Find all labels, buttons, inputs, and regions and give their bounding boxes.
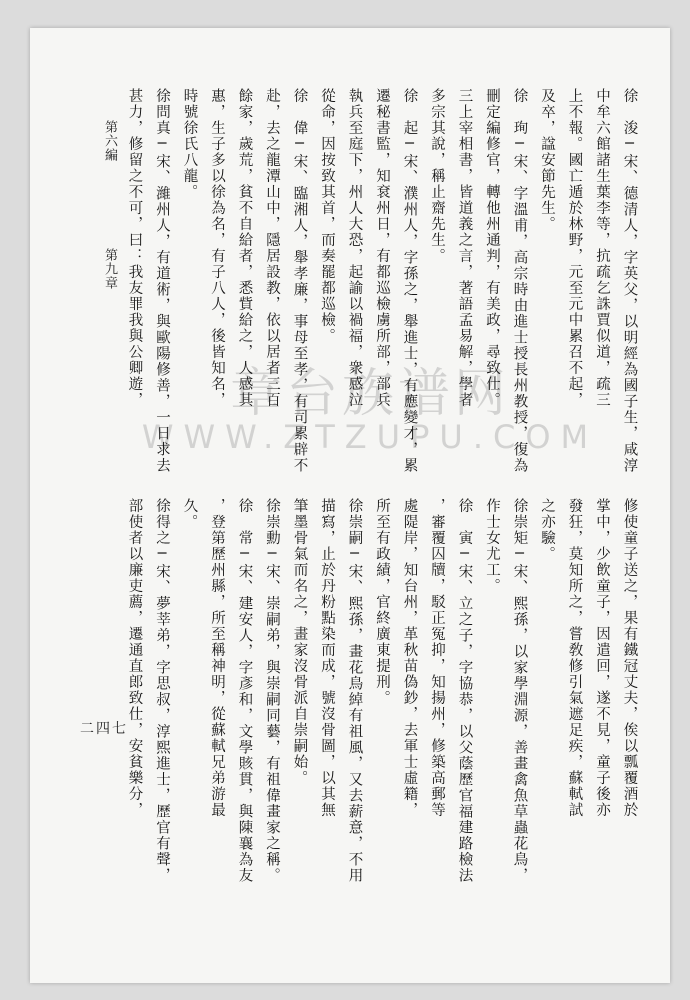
text-column: 上不報。國亡遁於林野，元至元中累召不起， [566,88,583,408]
text-column: 作士女尤工。 [484,498,500,594]
document-page [30,28,670,983]
text-column: 徐 起─宋、濮州人，字孫之，舉進士，有應變才，累 [401,88,418,474]
text-column: 餘家，歲荒，貧不自給者，悉貲給之，人感其 [236,88,253,408]
text-column: 多宗其說，稱止齋先生。 [429,88,445,264]
text-column: 處隄岸，知台州，革秋苗偽鈔，去軍士虛籍， [401,498,418,818]
text-column: 所至有政績，官終廣東提刑。 [374,498,390,706]
watermark-url: WWW.ZTZUPU.COM [141,418,599,456]
text-column: 徐問真─宋、濰州人，有道術，與歐陽修善，一日求去 [154,88,170,474]
text-column: 從命，因按致其首，而奏罷都巡檢。 [319,88,335,344]
text-column: 徐 珣─宋、字溫甫，高宗時由進士授長州教授，復為 [511,88,528,474]
text-column: 之亦驗。 [539,498,555,562]
text-column: 徐得之─宋、夢莘弟，字思叔，淳熙進士，歷官有聲， [154,498,170,884]
text-column: 掌中，少飲童子，因遣回，遂不見，童子後亦 [594,498,610,818]
text-column: 刪定編修官，轉他州通判，有美政，尋致仕。 [484,88,500,408]
text-column: 部使者以廉吏薦，遷通直郎致仕，安貧樂分， [126,498,143,818]
text-column: ，審覆囚牘，駁正冤抑，知揚州，修築高郵等 [429,498,445,818]
part-label: 第六編 [102,120,117,162]
text-column: 赴，去之龍潭山中，隱居設教，依以居者三百 [264,88,280,408]
text-column: 甚力，修留之不可，曰：我友罪我與公卿遊， [126,88,143,408]
text-column: 徐 浚─宋、德清人，字英父，以明經為國子生，咸淳 [621,88,638,474]
text-column: 時號徐氏八龍。 [181,88,198,200]
text-column: 徐崇矩─宋、熙孫，以家學淵源，善畫禽魚草蟲花鳥， [511,498,528,884]
text-column: 及卒，諡安節先生。 [539,88,555,232]
page-number: 二四七 [80,721,128,737]
text-column: 徐崇勳─宋、崇嗣弟，與崇嗣同藝，有祖偉畫家之稱。 [264,498,280,884]
text-column: 中牟六館諸生葉李等，抗疏乞誅賈似道，疏三 [594,88,610,408]
watermark [110,364,630,456]
text-column: 徐 常─宋、建安人，字彥和，文學賅貫，與陳襄為友 [236,498,253,884]
watermark-chinese: 章台族谱网 [229,364,510,424]
text-column: 筆墨骨氣而名之，畫家沒骨派自崇嗣始。 [291,498,308,786]
text-column: 徐 寅─宋、立之子，字協恭，以父蔭歷官福建路檢法 [456,498,473,884]
text-column: 徐崇嗣─宋、熙孫，畫花鳥綽有祖風，又去薪意，不用 [346,498,363,884]
text-column: ，登第歷州縣，所至稱神明，從蘇軾兄弟游最 [209,498,225,818]
text-column: 三上宰相書，皆道義之言，著語孟易解，學者 [456,88,473,408]
text-column: 執兵至庭下，州人大恐，起諭以禍福，衆感泣 [346,88,363,408]
text-column: 徐 偉─宋、臨湘人，舉孝廉，事母至孝，有司累辟不 [291,88,308,474]
text-column: 發狂，莫知所之，嘗敎修引氣遮足疾，蘇軾試 [566,498,583,818]
text-column: 惠，生子多以徐為名，有子八人，後皆知名， [209,88,225,408]
text-column: 久。 [181,498,198,530]
text-column: 描寫，止於丹粉點染而成，號沒骨圖，以其無 [319,498,335,818]
text-column: 修使童子送之，果有鐵冠丈夫，俟以瓢覆酒於 [621,498,638,818]
chapter-label: 第九章 [102,248,117,290]
text-column: 遷秘書監，知袞州日，有都巡檢虜所部，部兵 [374,88,390,408]
